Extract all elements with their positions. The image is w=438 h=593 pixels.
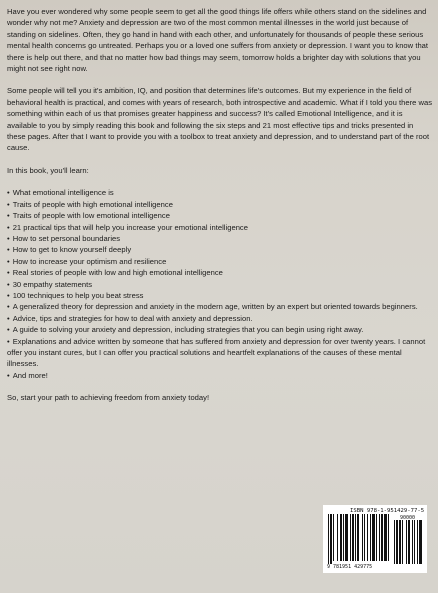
bullet-icon: • xyxy=(7,222,10,232)
back-cover-text xyxy=(7,6,433,415)
learn-heading: In this book, you'll learn: xyxy=(7,165,89,175)
bullet-icon: • xyxy=(7,211,10,221)
barcode-bars-icon xyxy=(328,514,423,564)
list-item: • How to get to know yourself deeply xyxy=(7,245,132,255)
list-item: • What emotional intelligence is xyxy=(7,188,114,198)
list-item: • A generalized theory for depression and anxiety in the modern age, written by an expert but oriented towards beginners. xyxy=(7,302,418,312)
list-item: • 21 practical tips that will help you increase your emotional intelligence xyxy=(7,222,248,232)
isbn-digits: 9 781951 429775 xyxy=(327,564,373,570)
bullet-icon: • xyxy=(7,370,10,380)
bullet-icon: • xyxy=(7,279,10,289)
list-item: • And more! xyxy=(7,370,48,380)
closing-line: So, start your path to achieving freedom from anxiety today! xyxy=(7,393,210,403)
isbn-barcode xyxy=(323,505,427,573)
bullet-icon: • xyxy=(7,256,10,266)
bullet-icon: • xyxy=(7,302,10,312)
list-item: • Traits of people with low emotional intelligence xyxy=(7,211,170,221)
bullet-icon: • xyxy=(7,313,10,323)
list-item: • How to increase your optimism and resilience xyxy=(7,256,167,266)
bullet-icon: • xyxy=(7,325,10,335)
price-code: 90000 xyxy=(400,515,416,521)
list-item: • A guide to solving your anxiety and depression, including strategies that you can begin using right away. xyxy=(7,325,364,335)
list-item: • How to set personal boundaries xyxy=(7,233,121,243)
bullet-icon: • xyxy=(7,188,10,198)
intro-paragraph: Have you ever wondered why some people seem to get all the good things life offers while others stand on the sidelines and wonder why not me? Anxiety and depression are two of the most common mental illnesses in the world just because of standing on sidelines. Often, they go hand in hand with each other, and unfortunately for thousands of people these serious mental health concerns go untreated. Perhaps you or a loved one suffers from anxiety or depression. I want you to know that there is help out there, and that no matter how bad things may seem, tomorrow holds a brighter day with solutions that you might not see right now. xyxy=(7,7,429,74)
learn-list xyxy=(7,187,433,381)
list-item: • Explanations and advice written by someone that has suffered from anxiety and depression for over twenty years. I cannot offer you instant cures, but I can offer you practical solutions and heartfelt explanations of the causes of these mental illnesses. xyxy=(7,336,426,369)
list-item: • Advice, tips and strategies for how to deal with anxiety and depression. xyxy=(7,313,253,323)
bullet-icon: • xyxy=(7,336,10,346)
bullet-icon: • xyxy=(7,245,10,255)
bullet-icon: • xyxy=(7,199,10,209)
list-item: • Real stories of people with low and high emotional intelligence xyxy=(7,268,223,278)
bullet-icon: • xyxy=(7,233,10,243)
bullet-icon: • xyxy=(7,268,10,278)
list-item: • 100 techniques to help you beat stress xyxy=(7,290,144,300)
list-item: • 30 empathy statements xyxy=(7,279,93,289)
isbn-label: ISBN 978-1-951429-77-5 xyxy=(350,508,425,514)
bullet-icon: • xyxy=(7,290,10,300)
second-paragraph: Some people will tell you it's ambition, IQ, and position that determines life's outcomes. But my experience in the field of behavioral health is practical, and comes with years of research, both introspective and academic. What if I told you there was something within each of us that promises greater happiness and success? It's called Emotional Intelligence, and it is available to you by simply reading this book and following the six steps and 21 most effective tips and tricks presented in these pages. After that I want to provide you with a toolbox to treat anxiety and depression, and to understand part of the root cause. xyxy=(7,86,433,153)
list-item: • Traits of people with high emotional intelligence xyxy=(7,199,173,209)
